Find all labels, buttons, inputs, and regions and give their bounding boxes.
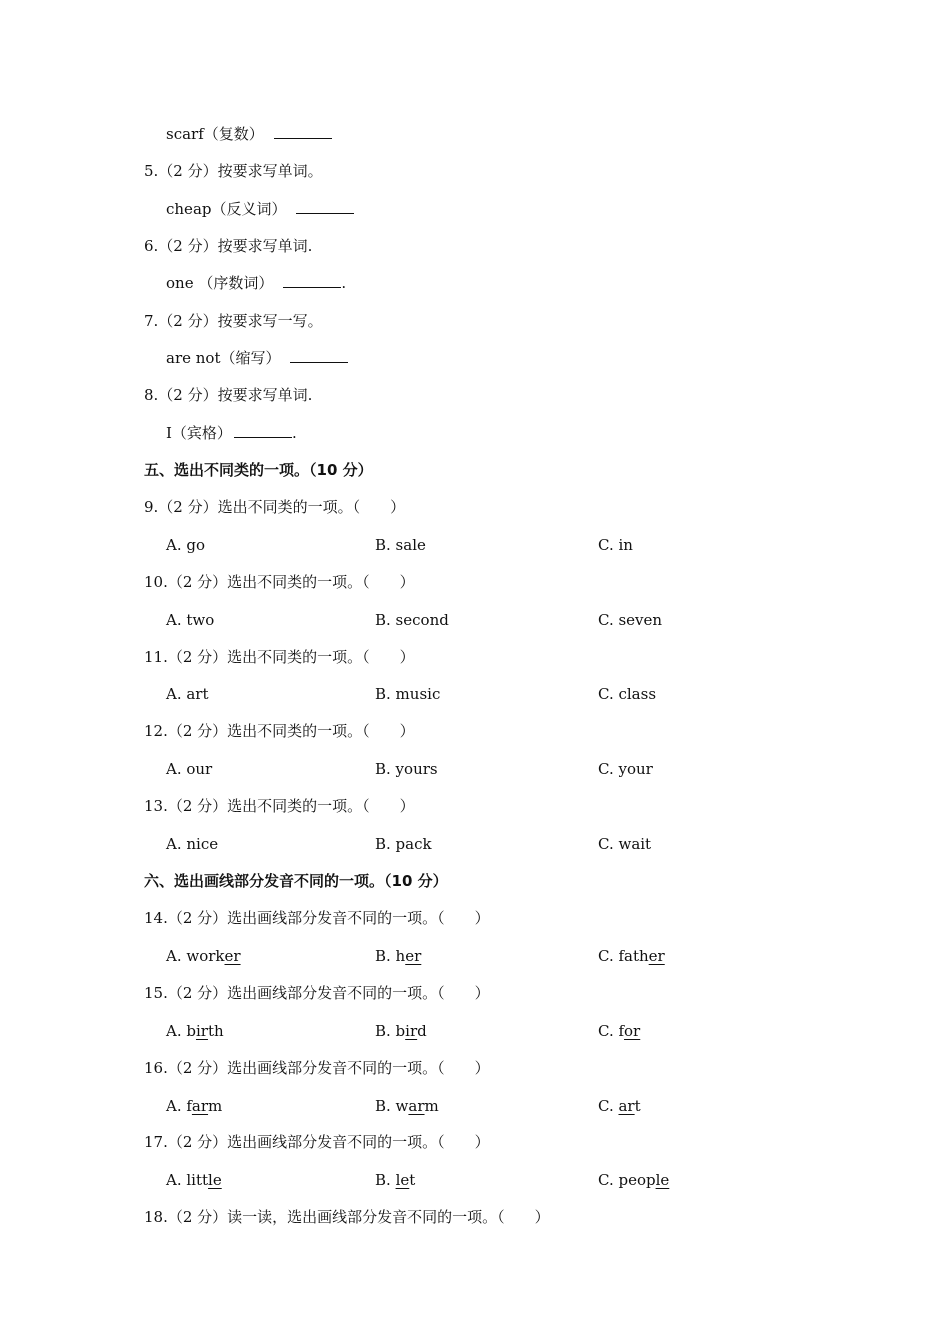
option-text: A. our xyxy=(166,760,213,778)
option-text: m xyxy=(208,1097,223,1115)
question-stem xyxy=(144,796,415,816)
option-text: B. xyxy=(375,1171,396,1189)
underlined-part: le xyxy=(208,1171,222,1189)
line-text: 8.（2 分）按要求写单词. xyxy=(144,386,313,404)
question-stem xyxy=(144,311,323,331)
line-text: 5.（2 分）按要求写单词。 xyxy=(144,162,323,180)
option-a xyxy=(166,684,209,704)
option-b xyxy=(375,535,426,555)
question-stem xyxy=(144,385,312,405)
section-heading xyxy=(144,871,448,891)
option-text: C. peop xyxy=(598,1171,656,1189)
question-stem xyxy=(144,236,312,256)
option-c xyxy=(598,1170,669,1190)
option-text: B. second xyxy=(375,611,449,629)
question-stem xyxy=(144,497,405,517)
option-text: th xyxy=(207,1022,224,1040)
line-text: 9.（2 分）选出不同类的一项。（ ） xyxy=(144,498,406,516)
question-stem xyxy=(144,1207,550,1227)
line-text: 六、选出画线部分发音不同的一项。（10 分） xyxy=(144,872,448,890)
option-b xyxy=(375,759,438,779)
option-text: m xyxy=(424,1097,439,1115)
underlined-part: ir xyxy=(195,1022,208,1040)
option-text: B. yours xyxy=(375,760,438,778)
option-a xyxy=(166,1096,222,1116)
option-c xyxy=(598,1021,640,1041)
line-text: 五、选出不同类的一项。（10 分） xyxy=(144,461,373,479)
option-text: B. b xyxy=(375,1022,406,1040)
option-a xyxy=(166,1021,224,1041)
option-text: C. in xyxy=(598,536,633,554)
option-text: A. b xyxy=(166,1022,196,1040)
option-c xyxy=(598,759,653,779)
option-c xyxy=(598,610,662,630)
option-text: C. wait xyxy=(598,835,652,853)
question-prompt xyxy=(166,348,348,368)
question-stem xyxy=(144,1132,490,1152)
answer-blank[interactable] xyxy=(283,273,341,288)
line-text: 11.（2 分）选出不同类的一项。（ ） xyxy=(144,648,415,666)
option-a xyxy=(166,1170,222,1190)
option-text: C. xyxy=(598,1097,619,1115)
section-heading xyxy=(144,460,373,480)
question-prompt xyxy=(166,423,297,443)
option-text: A. go xyxy=(166,536,206,554)
underlined-part: ar xyxy=(191,1097,209,1115)
line-text: 18.（2 分）读一读，选出画线部分发音不同的一项。（ ） xyxy=(144,1208,550,1226)
option-b xyxy=(375,946,421,966)
option-text: C. fath xyxy=(598,947,649,965)
question-stem xyxy=(144,908,490,928)
option-a xyxy=(166,834,218,854)
line-text: are not（缩写） xyxy=(166,349,281,367)
option-a xyxy=(166,610,214,630)
question-prompt xyxy=(166,199,354,219)
option-a xyxy=(166,535,205,555)
line-text: 15.（2 分）选出画线部分发音不同的一项。（ ） xyxy=(144,984,490,1002)
option-text: A. nice xyxy=(166,835,219,853)
option-text: A. f xyxy=(166,1097,192,1115)
option-b xyxy=(375,1096,439,1116)
option-text: B. music xyxy=(375,685,441,703)
underlined-part: er xyxy=(224,947,241,965)
underlined-part: or xyxy=(624,1022,641,1040)
option-c xyxy=(598,946,665,966)
line-text: scarf（复数） xyxy=(166,125,264,143)
option-c xyxy=(598,535,633,555)
option-a xyxy=(166,946,241,966)
option-text: t xyxy=(409,1171,416,1189)
answer-blank[interactable] xyxy=(296,199,354,214)
question-stem xyxy=(144,983,490,1003)
question-prompt xyxy=(166,273,346,293)
option-b xyxy=(375,1170,415,1190)
line-text: 17.（2 分）选出画线部分发音不同的一项。（ ） xyxy=(144,1133,490,1151)
line-text: I（宾格） xyxy=(166,424,232,442)
option-text: C. f xyxy=(598,1022,625,1040)
underlined-part: le xyxy=(395,1171,410,1189)
option-text: t xyxy=(634,1097,641,1115)
underlined-part: er xyxy=(648,947,665,965)
line-text: 12.（2 分）选出不同类的一项。（ ） xyxy=(144,722,415,740)
answer-blank[interactable] xyxy=(290,348,348,363)
line-text: 16.（2 分）选出画线部分发音不同的一项。（ ） xyxy=(144,1059,490,1077)
option-text: B. w xyxy=(375,1097,409,1115)
line-text: one （序数词） xyxy=(166,274,274,292)
line-text: cheap（反义词） xyxy=(166,200,287,218)
line-text: 6.（2 分）按要求写单词. xyxy=(144,237,313,255)
underlined-part: ar xyxy=(618,1097,635,1115)
period: . xyxy=(291,424,297,442)
option-text: A. work xyxy=(166,947,225,965)
line-text: 13.（2 分）选出不同类的一项。（ ） xyxy=(144,797,415,815)
answer-blank[interactable] xyxy=(274,124,332,139)
period: . xyxy=(341,274,347,292)
option-text: B. sale xyxy=(375,536,426,554)
underlined-part: ir xyxy=(405,1022,418,1040)
question-stem xyxy=(144,161,323,181)
line-text: 7.（2 分）按要求写一写。 xyxy=(144,312,323,330)
answer-blank[interactable] xyxy=(234,423,292,438)
question-stem xyxy=(144,572,415,592)
option-a xyxy=(166,759,212,779)
option-text: d xyxy=(417,1022,427,1040)
option-c xyxy=(598,1096,641,1116)
option-text: B. pack xyxy=(375,835,432,853)
option-b xyxy=(375,834,432,854)
question-stem xyxy=(144,1058,490,1078)
question-prompt xyxy=(166,124,332,144)
underlined-part: er xyxy=(405,947,422,965)
question-stem xyxy=(144,721,415,741)
option-text: A. litt xyxy=(166,1171,209,1189)
option-c xyxy=(598,684,656,704)
underlined-part: ar xyxy=(408,1097,425,1115)
option-b xyxy=(375,1021,427,1041)
option-text: C. your xyxy=(598,760,653,778)
option-text: C. seven xyxy=(598,611,663,629)
option-b xyxy=(375,610,449,630)
option-b xyxy=(375,684,440,704)
option-text: A. two xyxy=(166,611,215,629)
line-text: 14.（2 分）选出画线部分发音不同的一项。（ ） xyxy=(144,909,490,927)
question-stem xyxy=(144,647,415,667)
underlined-part: le xyxy=(655,1171,670,1189)
option-text: C. class xyxy=(598,685,657,703)
option-text: B. h xyxy=(375,947,406,965)
line-text: 10.（2 分）选出不同类的一项。（ ） xyxy=(144,573,415,591)
option-text: A. art xyxy=(166,685,209,703)
option-c xyxy=(598,834,651,854)
